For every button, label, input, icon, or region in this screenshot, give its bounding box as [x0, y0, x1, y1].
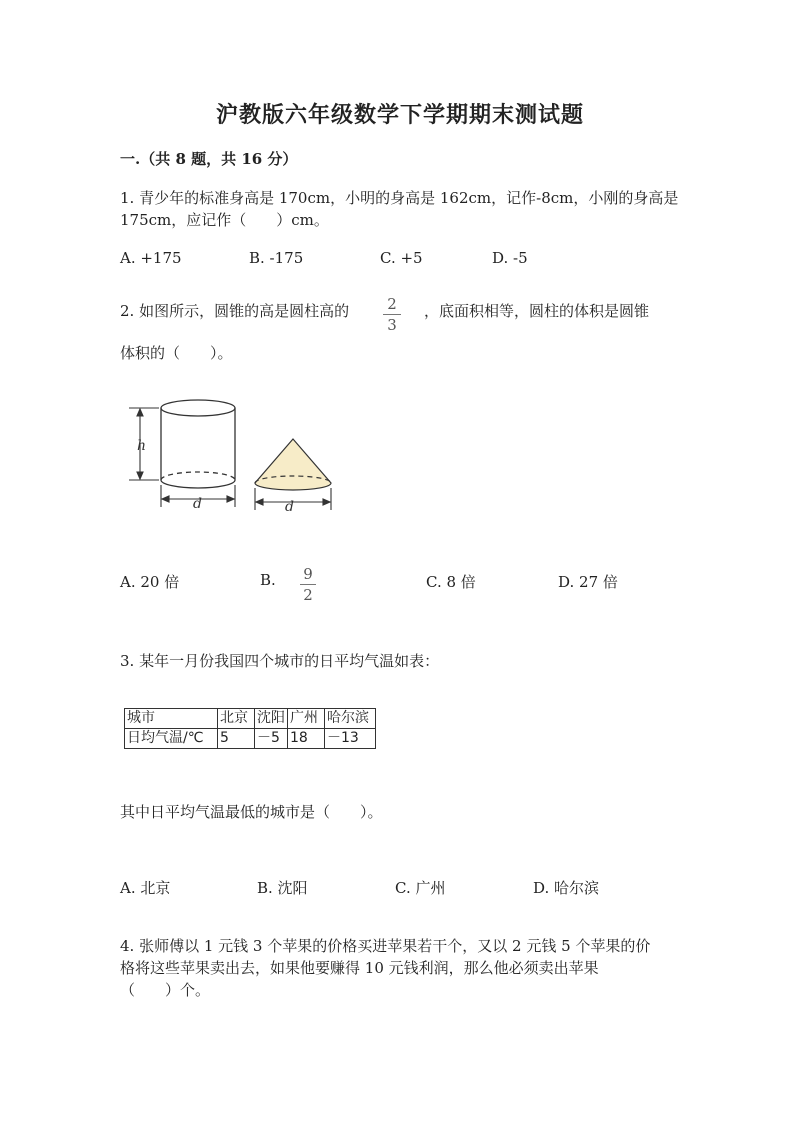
cone-shape [255, 439, 331, 490]
q4-line1: 4. 张师傅以 1 元钱 3 个苹果的价格买进苹果若干个，又以 2 元钱 5 个苹果的价 [120, 937, 651, 955]
q2-option-c: C. 8 倍 [426, 573, 476, 591]
q3-text: 3. 某年一月份我国四个城市的日平均气温如表： [120, 652, 440, 670]
q3-question: 其中日平均气温最低的城市是（ ）。 [120, 803, 383, 821]
q2-option-b: B. [260, 571, 276, 589]
q1-option-a: A. +175 [120, 249, 182, 267]
q2-option-b-denominator: 2 [303, 586, 313, 604]
table-header-cell: 沈阳 [255, 709, 288, 729]
cone-diameter-label: d [285, 499, 294, 515]
q1-line2: 175cm，应记作（ ）cm。 [120, 211, 329, 229]
temperature-table [124, 708, 376, 749]
q1-line1: 1. 青少年的标准身高是 170cm，小明的身高是 162cm，记作-8cm，小刚的身高是 [120, 189, 679, 207]
q3-option-a: A. 北京 [120, 879, 171, 897]
table-cell: 日均气温/℃ [125, 729, 218, 749]
q2-fraction-denominator: 3 [387, 316, 397, 334]
cylinder-shape [161, 400, 235, 488]
table-cell: －13 [325, 729, 376, 749]
q2-fraction [383, 295, 401, 334]
q3-option-c: C. 广州 [395, 879, 446, 897]
table-cell: 5 [218, 729, 255, 749]
q2-fraction-numerator: 2 [387, 295, 397, 313]
cylinder-cone-figure [125, 395, 345, 520]
table-header-cell: 城市 [125, 709, 218, 729]
q2-option-d: D. 27 倍 [558, 573, 618, 591]
q2-fraction-bar [383, 314, 401, 315]
q1-option-d: D. -5 [492, 249, 528, 267]
q3-option-b: B. 沈阳 [257, 879, 308, 897]
q2-text-before: 2. 如图所示，圆锥的高是圆柱高的 [120, 302, 350, 320]
section-heading: 一.（共 8 题，共 16 分） [120, 150, 298, 168]
q3-option-d: D. 哈尔滨 [533, 879, 600, 897]
q2-option-b-fraction [300, 565, 316, 604]
q1-option-c: C. +5 [380, 249, 423, 267]
table-header-row [125, 709, 376, 729]
q2-option-b-numerator: 9 [303, 565, 313, 583]
table-header-cell: 广州 [288, 709, 325, 729]
page-title: 沪教版六年级数学下学期期末测试题 [215, 102, 584, 128]
table-header-cell: 哈尔滨 [325, 709, 376, 729]
table-header-cell: 北京 [218, 709, 255, 729]
cylinder-diameter-label: d [193, 496, 202, 512]
q2-option-b-bar [300, 584, 316, 585]
table-cell: －5 [255, 729, 288, 749]
height-label: h [137, 438, 147, 454]
q1-option-b: B. -175 [249, 249, 304, 267]
q2-line2: 体积的（ ）。 [120, 344, 233, 362]
table-row [125, 729, 376, 749]
q2-text-after: ，底面积相等，圆柱的体积是圆锥 [424, 302, 650, 320]
table-cell: 18 [288, 729, 325, 749]
q4-line2: 格将这些苹果卖出去，如果他要赚得 10 元钱利润，那么他必须卖出苹果 [120, 959, 599, 977]
q2-option-a: A. 20 倍 [120, 573, 180, 591]
q4-line3: （ ）个。 [120, 981, 211, 999]
